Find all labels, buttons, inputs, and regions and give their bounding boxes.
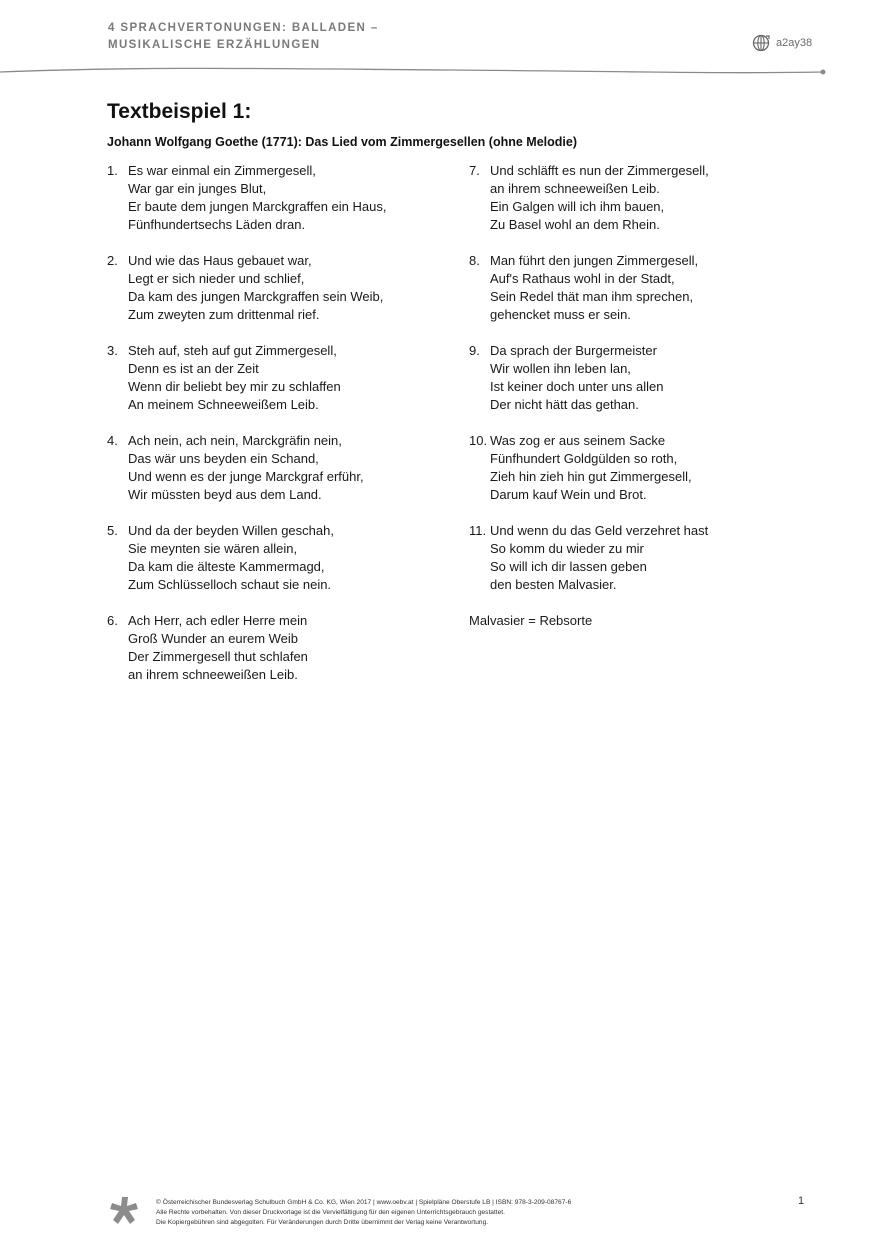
stanza	[469, 252, 709, 324]
verse-line: Da sprach der Burgermeister	[490, 343, 657, 358]
verse-line: Zum zweyten zum drittenmal rief.	[128, 307, 320, 322]
verse-line: So komm du wieder zu mir	[490, 541, 644, 556]
verse-line: Man führt den jungen Zimmergesell,	[490, 253, 699, 268]
verse-line: Und wie das Haus gebauet war,	[128, 253, 312, 268]
globe-icon	[752, 33, 772, 53]
copyright-line: Die Kopiergebühren sind abgegolten. Für Veränderungen durch Dritte übernimmt der Verlag keine Verantwortung.	[156, 1219, 489, 1226]
verse-line: Legt er sich nieder und schlief,	[128, 271, 305, 286]
stanza-number: 5.	[107, 523, 118, 538]
verse-line: Der Zimmergesell thut schlafen	[128, 649, 308, 664]
verse-line: So will ich dir lassen geben	[490, 559, 647, 574]
verse-line: Was zog er aus seinem Sacke	[490, 433, 666, 448]
verse-line: Zieh hin zieh hin gut Zimmergesell,	[490, 469, 692, 484]
verse-line: Er baute dem jungen Marckgraffen ein Haus,	[128, 199, 387, 214]
verse-line: Und da der beyden Willen geschah,	[128, 523, 334, 538]
verse-line: Fünfhundert Goldgülden so roth,	[490, 451, 678, 466]
verse-line: Und wenn es der junge Marckgraf erführ,	[128, 469, 364, 484]
stanza-number: 2.	[107, 253, 118, 268]
stanza-number: 7.	[469, 163, 480, 178]
poem-column-left	[107, 162, 386, 702]
verse-line: Und schläfft es nun der Zimmergesell,	[490, 163, 709, 178]
verse-line: Und wenn du das Geld verzehret hast	[490, 523, 709, 538]
stanza	[107, 252, 386, 324]
verse-line: Ein Galgen will ich ihm bauen,	[490, 199, 665, 214]
verse-line: Zu Basel wohl an dem Rhein.	[490, 217, 660, 232]
poem-column-right	[469, 162, 709, 630]
stanza	[469, 432, 709, 504]
verse-line: Der nicht hätt das gethan.	[490, 397, 639, 412]
stanza	[107, 432, 386, 504]
verse-line: Auf's Rathaus wohl in der Stadt,	[490, 271, 675, 286]
verse-line: Sie meynten sie wären allein,	[128, 541, 298, 556]
stanza	[107, 522, 386, 594]
stanza-number: 6.	[107, 613, 118, 628]
stanza-number: 10.	[469, 433, 488, 448]
web-code-label: a2ay38	[776, 37, 813, 49]
page-number: 1	[798, 1195, 805, 1207]
chapter-heading-line-2: MUSIKALISCHE ERZÄHLUNGEN	[108, 39, 321, 51]
poem-subtitle: Johann Wolfgang Goethe (1771): Das Lied vom Zimmergesellen (ohne Melodie)	[107, 135, 577, 149]
stanza-number: 11.	[469, 523, 487, 538]
verse-line: Ach Herr, ach edler Herre mein	[128, 613, 308, 628]
stanza	[107, 162, 386, 234]
web-code[interactable]	[752, 33, 812, 53]
stanza-number: 1.	[107, 163, 118, 178]
verse-line: Darum kauf Wein und Brot.	[490, 487, 647, 502]
verse-line: Es war einmal ein Zimmergesell,	[128, 163, 316, 178]
verse-line: Wenn dir beliebt bey mir zu schlaffen	[128, 379, 341, 394]
verse-line: Denn es ist an der Zeit	[128, 361, 259, 376]
verse-line: War gar ein junges Blut,	[128, 181, 267, 196]
verse-line: Das wär uns beyden ein Schand,	[128, 451, 319, 466]
verse-line: Groß Wunder an eurem Weib	[128, 631, 299, 646]
verse-line: Ist keiner doch unter uns allen	[490, 379, 664, 394]
chapter-heading	[108, 20, 379, 54]
chapter-heading-line-1: 4 SPRACHVERTONUNGEN: BALLADEN –	[108, 22, 379, 34]
verse-line: Ach nein, ach nein, Marckgräfin nein,	[128, 433, 342, 448]
verse-line: Da kam die älteste Kammermagd,	[128, 559, 325, 574]
stanza	[107, 612, 386, 684]
header-divider	[0, 60, 890, 84]
stanza-number: 4.	[107, 433, 118, 448]
copyright-line: © Österreichischer Bundesverlag Schulbuch GmbH & Co. KG, Wien 2017 | www.oebv.at | Spielpläne Oberstufe LB | ISBN: 978-3-209-08767-6	[156, 1199, 572, 1206]
verse-line: an ihrem schneeweißen Leib.	[490, 181, 660, 196]
verse-line: Wir müssten beyd aus dem Land.	[128, 487, 322, 502]
publisher-logo-icon	[108, 1195, 140, 1227]
copyright-notice	[156, 1198, 571, 1228]
verse-line: an ihrem schneeweißen Leib.	[128, 667, 298, 682]
stanza-number: 9.	[469, 343, 480, 358]
verse-line: Da kam des jungen Marckgraffen sein Weib,	[128, 289, 384, 304]
stanza	[469, 342, 709, 414]
verse-line: Zum Schlüsselloch schaut sie nein.	[128, 577, 332, 592]
stanza-number: 3.	[107, 343, 118, 358]
verse-line: Steh auf, steh auf gut Zimmergesell,	[128, 343, 337, 358]
stanza	[469, 162, 709, 234]
verse-line: gehencket muss er sein.	[490, 307, 631, 322]
verse-line: Sein Redel thät man ihm sprechen,	[490, 289, 694, 304]
stanza-number: 8.	[469, 253, 480, 268]
verse-line: An meinem Schneeweißem Leib.	[128, 397, 319, 412]
verse-line: Fünfhundertsechs Läden dran.	[128, 217, 306, 232]
page-title: Textbeispiel 1:	[107, 100, 252, 123]
glossary-note: Malvasier = Rebsorte	[469, 613, 593, 628]
stanza	[469, 522, 709, 594]
verse-line: Wir wollen ihn leben lan,	[490, 361, 631, 376]
stanza	[107, 342, 386, 414]
copyright-line: Alle Rechte vorbehalten. Von dieser Druckvorlage ist die Vervielfältigung für den eigenen Unterrichtsgebrauch gestattet.	[156, 1209, 505, 1216]
verse-line: den besten Malvasier.	[490, 577, 617, 592]
